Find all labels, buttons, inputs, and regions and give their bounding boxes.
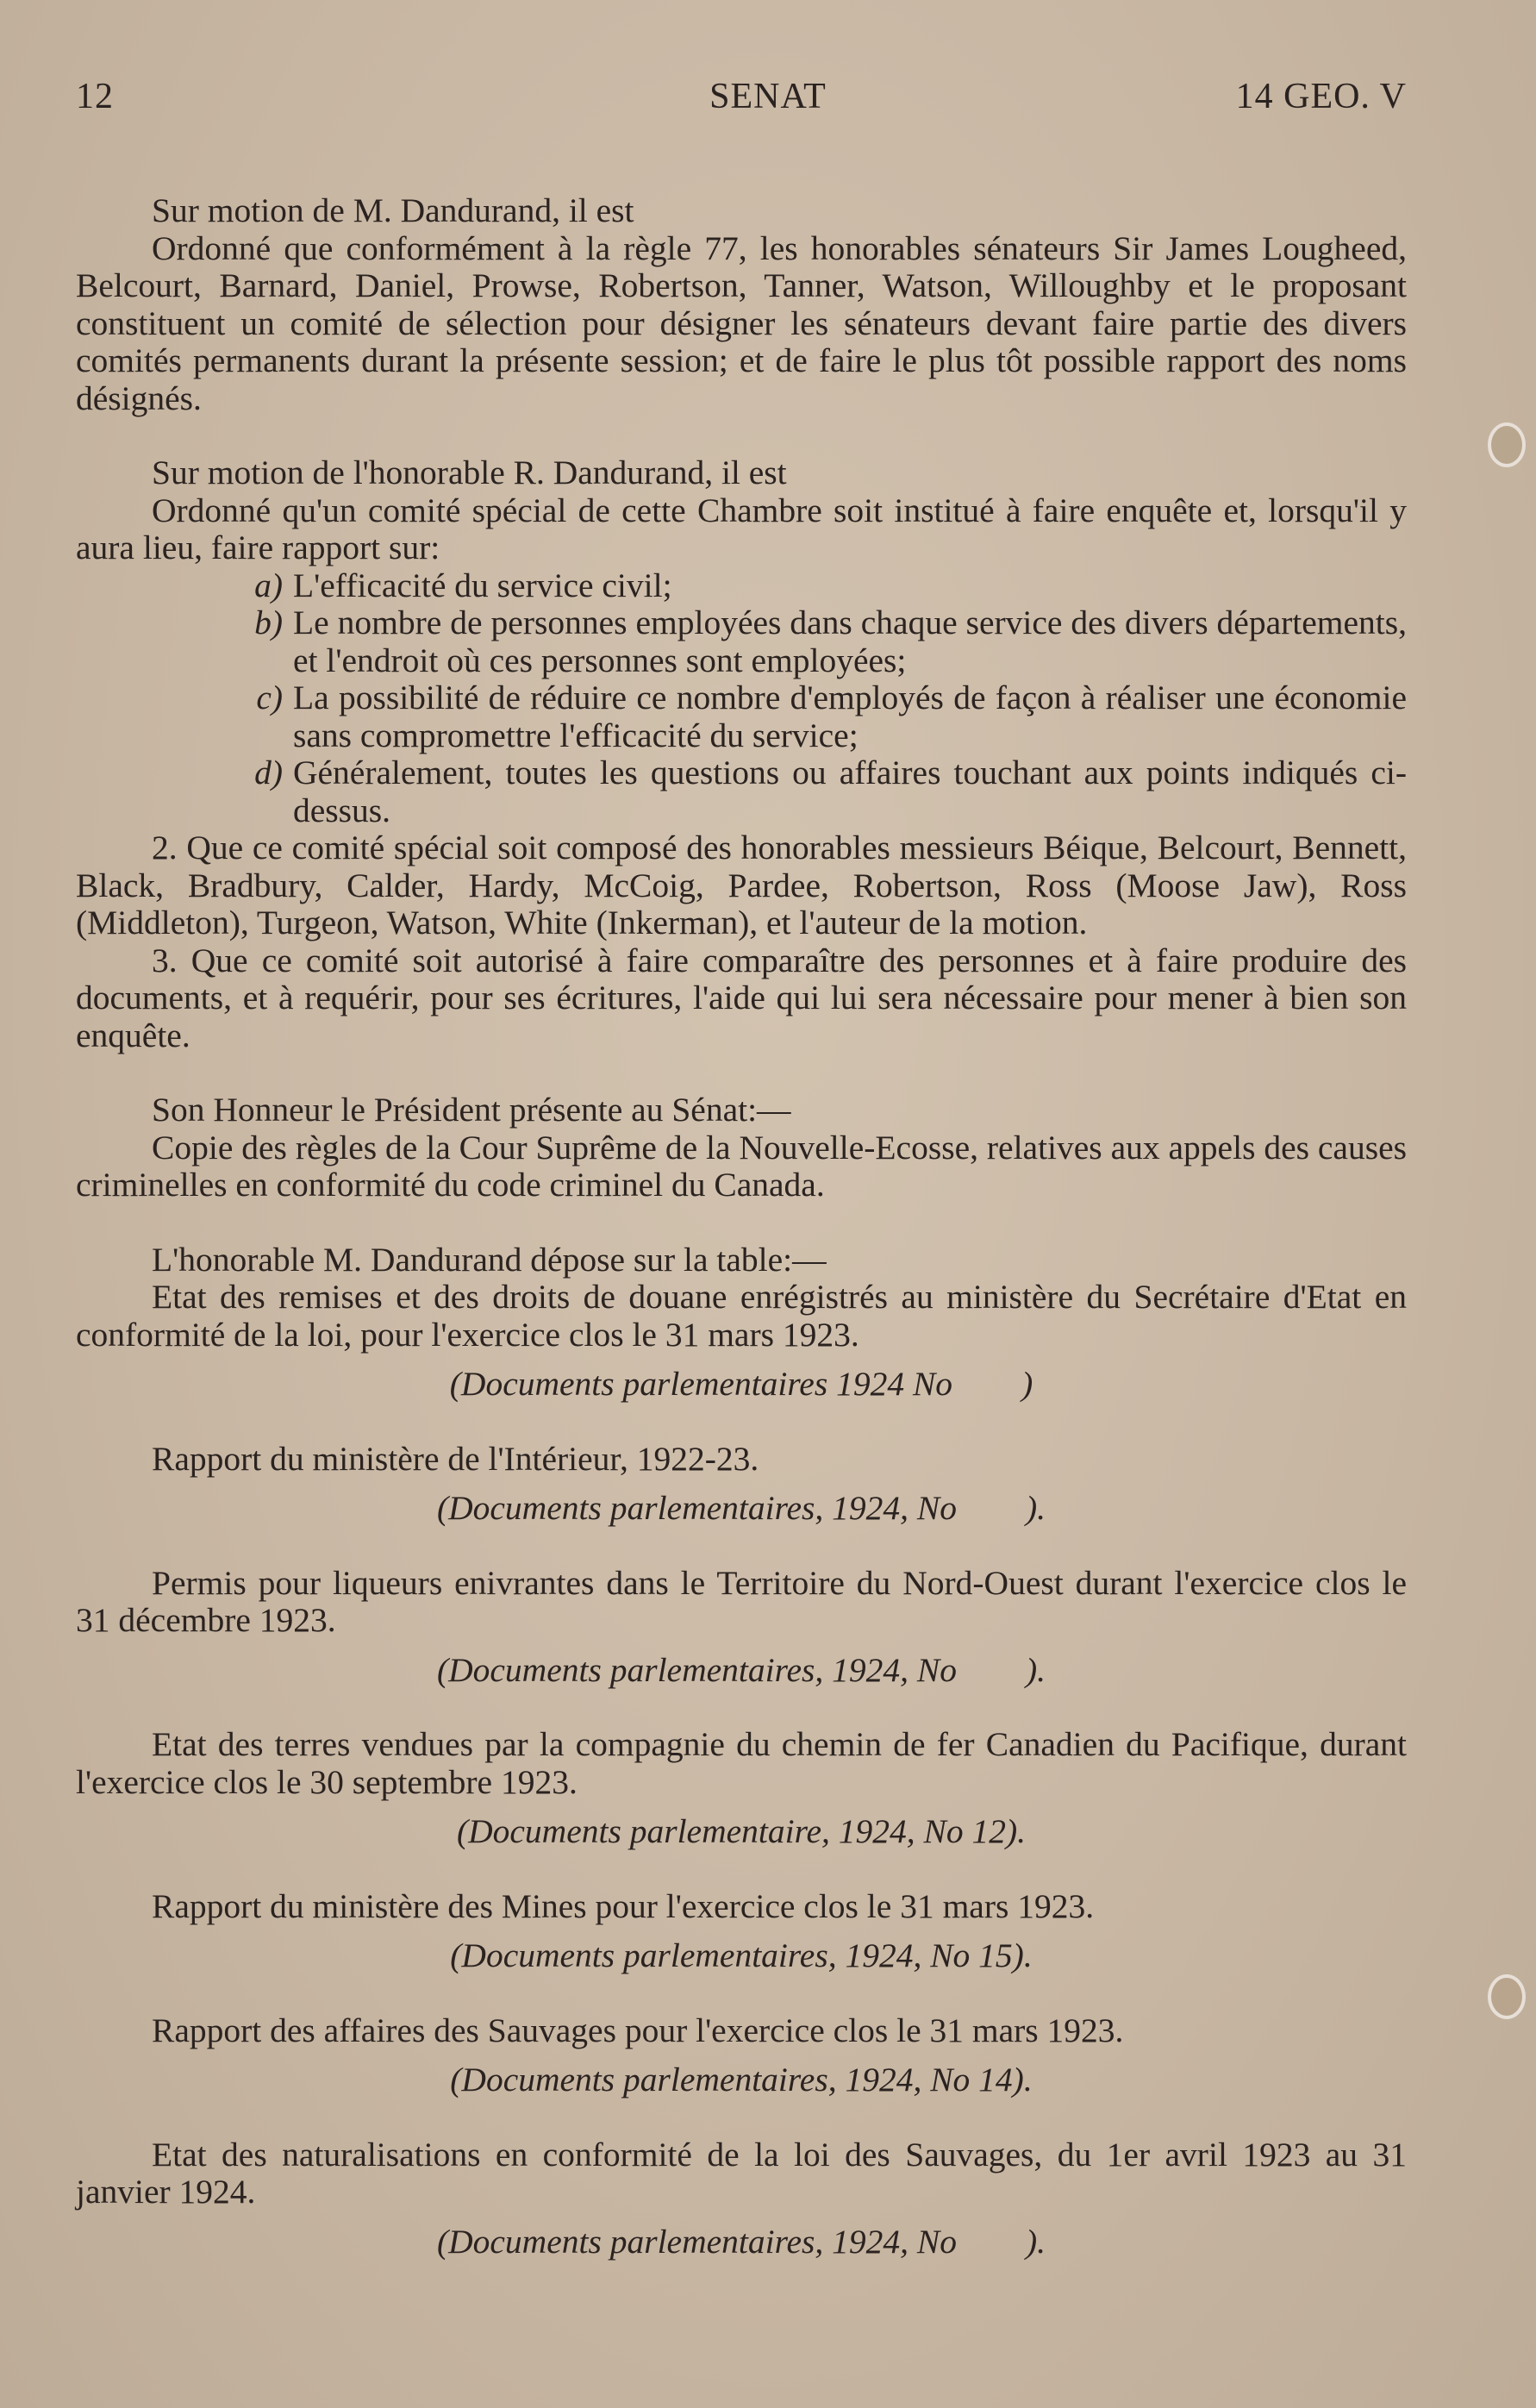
committee-powers: 3. Que ce comité soit autorisé à faire comparaître des personnes et à faire produire des documents, et à requérir, pour ses écritures, l'aide qui lui sera nécessaire pour mener à bien son enquête. bbox=[76, 941, 1407, 1054]
presentation-text: Copie des règles de la Cour Suprême de la Nouvelle-Ecosse, relatives aux appels des causes criminelles en conformité du code criminel du Canada. bbox=[76, 1128, 1407, 1204]
document-reference bbox=[76, 1366, 1407, 1404]
motion-intro: Sur motion de l'honorable R. Dandurand, il est bbox=[152, 453, 787, 491]
binding-hole-top bbox=[1488, 422, 1526, 467]
item-label: d) bbox=[254, 754, 283, 791]
item-label: a) bbox=[254, 566, 283, 604]
item-text: Le nombre de personnes employées dans chaque service des divers départements, et l'endroit où ces personnes sont employées; bbox=[293, 604, 1407, 679]
list-item bbox=[222, 754, 1407, 829]
motion-text: Ordonné que conformément à la règle 77, les honorables sénateurs Sir James Lougheed, Belcourt, Barnard, Daniel, Prowse, Robertson, Tanner, Watson, Willoughby et le proposant constituent un comité de sélection pour désigner les sénateurs devant faire partie des divers comités permanents durant la présente session; et de faire le plus tôt possible rapport des noms désignés. bbox=[76, 228, 1407, 417]
document-reference: (Documents parlementaire, 1924, No 12). bbox=[456, 1812, 1027, 1850]
motion-text: Ordonné qu'un comité spécial de cette Chambre soit institué à faire enquête et, lorsqu'il y aura lieu, faire rapport sur: bbox=[76, 491, 1407, 566]
doc-ref-text: (Documents parlementaires 1924 No bbox=[449, 1365, 953, 1403]
list-item bbox=[222, 567, 1407, 605]
document-entry: Rapport du ministère de l'Intérieur, 1922-23. bbox=[152, 1439, 759, 1478]
doc-ref-close: ) bbox=[1021, 1365, 1033, 1403]
enquiry-items bbox=[222, 567, 1407, 830]
doc-ref-close: ). bbox=[1026, 1489, 1046, 1527]
document-entry: Permis pour liqueurs enivrantes dans le Territoire du Nord-Ouest durant l'exercice clos le 31 décembre 1923. bbox=[76, 1563, 1407, 1639]
document-reference: (Documents parlementaires, 1924, No 15). bbox=[450, 1936, 1033, 1974]
binding-hole-bottom bbox=[1488, 1974, 1526, 2019]
document-entry: Etat des naturalisations en conformité de la loi des Sauvages, du 1er avril 1923 au 31 janvier 1924. bbox=[76, 2135, 1407, 2211]
page-title: SENAT bbox=[709, 77, 827, 116]
doc-ref-close: ). bbox=[1026, 1650, 1046, 1689]
document-entry: Etat des terres vendues par la compagnie du chemin de fer Canadien du Pacifique, durant l'exercice clos le 30 septembre 1923. bbox=[76, 1725, 1407, 1801]
document-entry: Rapport du ministère des Mines pour l'exercice clos le 31 mars 1923. bbox=[152, 1886, 1095, 1925]
item-label: b) bbox=[254, 604, 283, 641]
item-label: c) bbox=[256, 679, 283, 716]
document-reference bbox=[76, 1652, 1407, 1690]
tabling-intro: L'honorable M. Dandurand dépose sur la table:— bbox=[152, 1240, 827, 1279]
document-entry: Rapport des affaires des Sauvages pour l'exercice clos le 31 mars 1923. bbox=[152, 2011, 1124, 2049]
session-label: 14 GEO. V bbox=[1235, 77, 1407, 116]
document-reference bbox=[76, 1490, 1407, 1528]
page-header bbox=[76, 76, 1407, 128]
document-body bbox=[76, 192, 1407, 2261]
committee-composition: 2. Que ce comité spécial soit composé des honorables messieurs Béique, Belcourt, Bennett, Black, Bradbury, Calder, Hardy, McCoig, Pardee, Robertson, Ross (Moose Jaw), Ross (Middleton), Turgeon, Watson, White (Inkerman), et l'auteur de la motion. bbox=[76, 829, 1407, 941]
item-text: L'efficacité du service civil; bbox=[293, 566, 672, 604]
document-entry: Etat des remises et des droits de douane enrégistrés au ministère du Secrétaire d'Etat en conformité de la loi, pour l'exercice clos le 31 mars 1923. bbox=[76, 1278, 1407, 1354]
doc-ref-text: (Documents parlementaires, 1924, No bbox=[436, 1489, 957, 1527]
motion-intro: Sur motion de M. Dandurand, il est bbox=[152, 191, 634, 229]
list-item bbox=[222, 679, 1407, 754]
presentation-intro: Son Honneur le Président présente au Sénat:— bbox=[152, 1091, 791, 1129]
document-reference bbox=[76, 2223, 1407, 2261]
doc-ref-text: (Documents parlementaires, 1924, No bbox=[436, 1650, 957, 1689]
doc-ref-text: (Documents parlementaires, 1924, No bbox=[436, 2222, 957, 2261]
list-item bbox=[222, 604, 1407, 679]
doc-ref-close: ). bbox=[1026, 2222, 1046, 2261]
item-text: Généralement, toutes les questions ou affaires touchant aux points indiqués ci-dessus. bbox=[293, 754, 1407, 829]
document-reference: (Documents parlementaires, 1924, No 14). bbox=[450, 2061, 1033, 2098]
item-text: La possibilité de réduire ce nombre d'employés de façon à réaliser une économie sans compromettre l'efficacité du service; bbox=[293, 679, 1407, 754]
page-number: 12 bbox=[76, 77, 114, 116]
